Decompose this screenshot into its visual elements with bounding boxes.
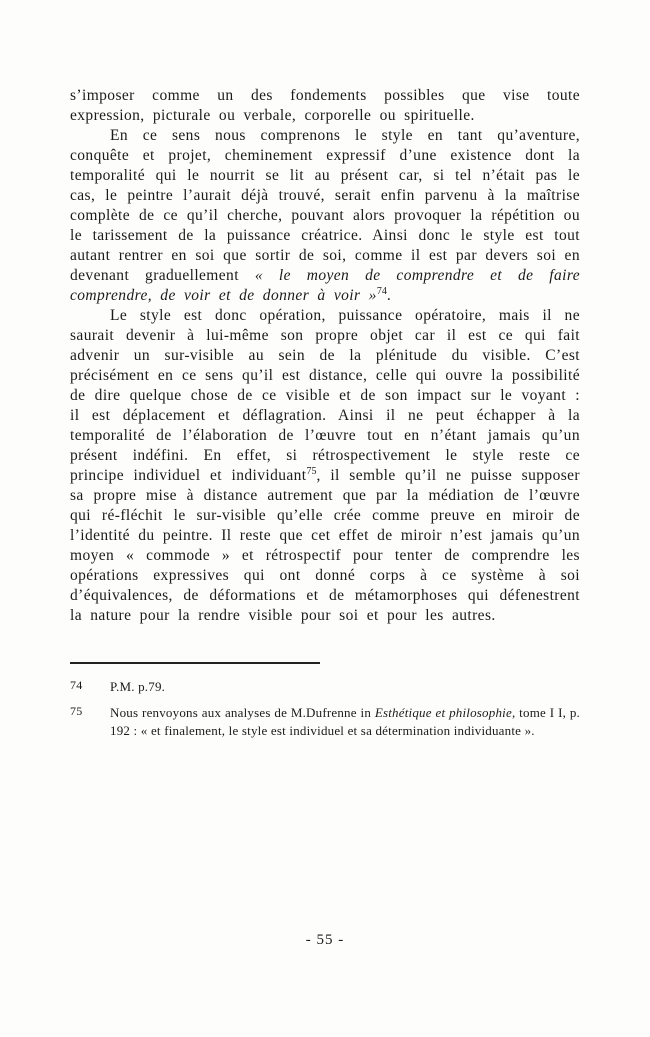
- footnotes-section: [70, 678, 580, 741]
- footnote-marker: 75: [70, 703, 83, 718]
- footnote-ref-75: 75: [306, 465, 317, 477]
- paragraph-text: Le style est donc opération, puissance opératoire, mais il ne saurait devenir à lui-même son propre objet car il est ce qui fait advenir un sur-visible au sein de la plénitude du visible. C’est précisément en ce sens qu’il est distance, celle qui ouvre la possibilité de dire quelque chose de ce visible et de son impact sur le voyant : il est déplacement et déflagration. Ainsi il ne peut échapper à la temporalité de l’élaboration de l’œuvre tout en n’étant jamais qu’un présent indéfini. En effet, si rétrospectivement le style reste ce principe individuel et individuant: [70, 307, 580, 484]
- paragraph-continuation: [70, 86, 580, 126]
- book-title-italic: Esthétique et philosophie: [374, 704, 512, 720]
- quotation-italic: « le moyen de comprendre et de faire comprendre, de voir et de donner à voir »: [70, 267, 580, 304]
- paragraph-text: s’imposer comme un des fondements possibles que vise toute expression, picturale ou verbale, corporelle ou spirituelle.: [70, 87, 580, 124]
- footnote-text-before: Nous renvoyons aux analyses de M.Dufrenne in: [110, 704, 375, 720]
- paragraph-text: , il semble qu’il ne puisse supposer sa propre mise à distance autrement que par la médiation de l’œuvre qui ré-fléchit le sur-visible qu’elle crée comme preuve en miroir de l’identité du peintre. Il reste que cet effet de miroir n’est jamais qu’un moyen « commode » et rétrospectif pour tenter de comprendre les opérations expressives qui ont donné corps à ce système à soi d’équivalences, de déformations et de métamorphoses qui défenestrent la nature pour la rendre visible pour soi et pour les autres.: [70, 467, 580, 624]
- footnote-text: [110, 704, 580, 741]
- body-text: [70, 86, 580, 626]
- footnote-text-after: , tome I I, p. 192 : « et finalement, le style est individuel et sa détermination individuante ».: [110, 704, 580, 738]
- footnote-text: P.M. p.79.: [110, 679, 166, 694]
- page-number: - 55 -: [305, 932, 345, 948]
- footnote-ref-74: 74: [376, 285, 387, 297]
- footnote-74: [70, 678, 580, 697]
- paragraph-style-operation: [70, 306, 580, 626]
- paragraph-text: .: [386, 287, 392, 304]
- footnote-marker: 74: [70, 678, 83, 692]
- paragraph-style-adventure: [70, 126, 580, 306]
- footnote-75: [70, 704, 580, 741]
- paragraph-text: En ce sens nous comprenons le style en tant qu’aventure, conquête et projet, cheminement expressif d’une existence dont la temporalité qui le nourrit se lit au présent car, si tel n’était pas le cas, le peintre l’aurait déjà trouvé, serait enfin parvenu à la maîtrise complète de ce qu’il cherche, pouvant alors provoquer la répétition ou le tarissement de la puissance créatrice. Ainsi donc le style est tout autant rentrer en soi que sortir de soi, comme il est par devers soi en devenant graduellement: [70, 127, 580, 284]
- footnote-divider: [70, 662, 320, 664]
